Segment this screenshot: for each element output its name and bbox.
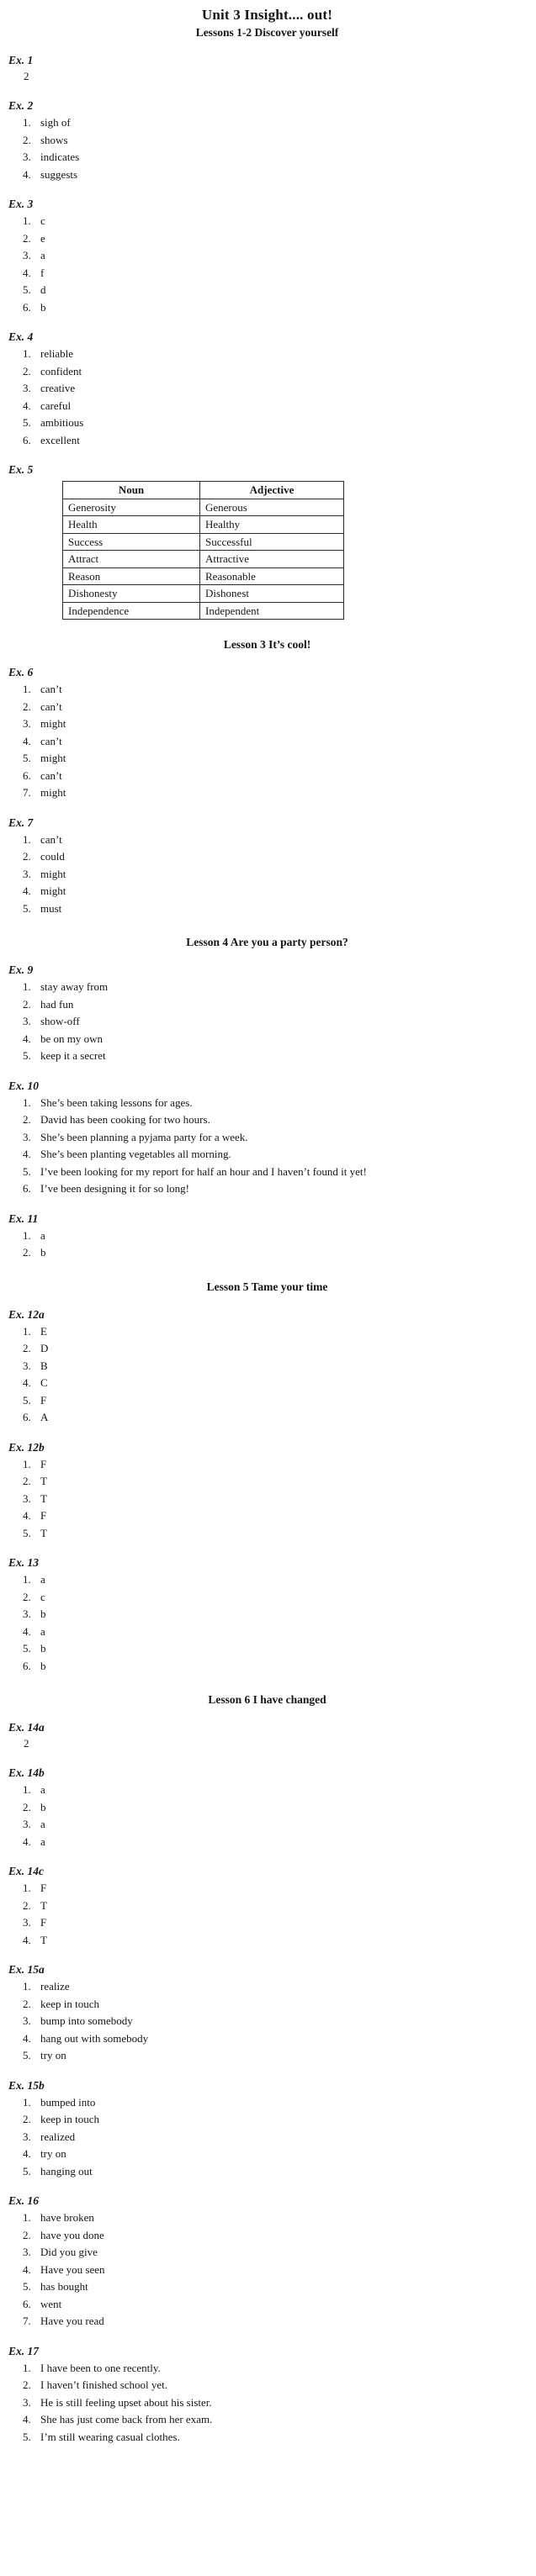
answer-item: 3. He is still feeling upset about his sister. [34,2394,526,2412]
answer-item: 2. David has been cooking for two hours. [34,1111,526,1129]
answer-item: 1. I have been to one recently. [34,2360,526,2378]
answer-item: 4. suggests [34,166,526,184]
exercise-label: Ex. 3 [8,198,34,210]
answer-item: 5. b [34,1640,526,1658]
exercise-label: Ex. 13 [8,1556,40,1569]
answer-item: 6. I’ve been designing it for so long! [34,1180,526,1198]
exercise-block [8,2193,526,2331]
answer-item: 3. show-off [34,1013,526,1031]
answer-item: 2. D [34,1340,526,1358]
answer-item: 6. went [34,2296,526,2314]
exercise-label: Ex. 9 [8,963,34,976]
answer-item: 3. B [34,1358,526,1375]
table-cell: Dishonest [200,585,344,603]
answer-plain: 2 [24,70,29,82]
exercise-label: Ex. 7 [8,816,34,829]
answer-item: 4. She’s been planting vegetables all morning. [34,1146,526,1164]
answer-item: 5. ambitious [34,414,526,432]
exercise-block [8,1719,526,1752]
table-row [63,602,344,620]
answer-item: 5. keep it a secret [34,1048,526,1065]
answer-list [8,1456,526,1543]
answer-item: 4. She has just come back from her exam. [34,2411,526,2429]
answer-list [8,1782,526,1850]
answer-item: 2. had fun [34,996,526,1014]
page-subtitle: Lessons 1-2 Discover yourself [195,26,339,39]
answer-item: 6. excellent [34,432,526,450]
lesson-heading: Lesson 6 I have changed [208,1693,326,1706]
answer-item: 1. bumped into [34,2094,526,2112]
table-cell: Attractive [200,551,344,568]
exercise-label: Ex. 14a [8,1721,45,1734]
answer-item: 2. b [34,1799,526,1817]
answer-item: 2. could [34,848,526,866]
answer-item: 5. d [34,282,526,299]
answer-list [8,1880,526,1949]
exercise-label: Ex. 15a [8,1963,45,1976]
answer-item: 7. Have you read [34,2313,526,2331]
table-row [63,516,344,534]
answer-item: 3. T [34,1491,526,1508]
exercise-block [8,664,526,802]
answer-list [8,2360,526,2447]
table-cell: Health [63,516,200,534]
exercise-label: Ex. 15b [8,2078,45,2092]
answer-item: 2. have you done [34,2227,526,2245]
answer-plain: 2 [24,1737,29,1750]
answer-item: 6. A [34,1409,526,1427]
exercise-block [8,1211,526,1262]
answer-item: 5. try on [34,2047,526,2065]
exercise-block [8,329,526,449]
answer-item: 2. T [34,1898,526,1915]
answer-item: 1. She’s been taking lessons for ages. [34,1095,526,1112]
answer-item: 1. sigh of [34,114,526,132]
answer-item: 2. b [34,1244,526,1262]
exercise-block [8,2343,526,2447]
answer-item: 1. reliable [34,346,526,363]
exercise-label: Ex. 14c [8,1865,44,1877]
exercise-label: Ex. 10 [8,1079,40,1092]
answer-list [8,831,526,918]
answer-item: 5. I’m still wearing casual clothes. [34,2429,526,2447]
exercise-block [8,196,526,316]
page-title: Unit 3 Insight.... out! [201,7,333,23]
answer-list [8,1095,526,1198]
answer-item: 3. a [34,247,526,265]
table-cell: Reasonable [200,567,344,585]
answer-item: 2. shows [34,132,526,150]
answer-list [8,1323,526,1427]
answer-item: 5. F [34,1392,526,1410]
answer-item: 1. F [34,1880,526,1898]
exercise-block [8,1306,526,1427]
exercise-block [8,1765,526,1850]
sections-container [8,52,526,2446]
exercise-label: Ex. 2 [8,99,34,112]
table-cell: Generosity [63,499,200,516]
answer-item: 4. a [34,1834,526,1851]
answer-item: 3. b [34,1606,526,1623]
table-row [63,567,344,585]
answer-item: 4. hang out with somebody [34,2030,526,2048]
answer-item: 3. F [34,1914,526,1932]
answer-item: 7. might [34,784,526,802]
exercise-block [8,815,526,918]
exercise-block [8,98,526,183]
answer-item: 1. can’t [34,831,526,849]
answer-item: 3. bump into somebody [34,2013,526,2030]
lesson-heading: Lesson 4 Are you a party person? [186,936,348,948]
answer-list [8,681,526,802]
answer-list [8,1978,526,2065]
answer-item: 2. keep in touch [34,1996,526,2014]
exercise-block [8,962,526,1065]
exercise-block [8,462,526,620]
table-row [63,499,344,516]
answer-item: 2. c [34,1589,526,1607]
answer-item: 1. a [34,1227,526,1245]
table-row [63,551,344,568]
exercise-block [8,1078,526,1198]
answer-item: 3. a [34,1816,526,1834]
answer-item: 6. b [34,1658,526,1676]
answer-item: 1. can’t [34,681,526,699]
table-cell: Reason [63,567,200,585]
answer-item: 4. might [34,883,526,900]
answer-item: 3. realized [34,2129,526,2146]
answer-list [8,979,526,1065]
answer-item: 2. can’t [34,699,526,716]
exercise-block [8,2077,526,2181]
table-cell: Healthy [200,516,344,534]
table-cell: Successful [200,533,344,551]
answer-list [8,213,526,316]
lesson-heading: Lesson 3 It’s cool! [223,638,311,651]
answer-item: 2. I haven’t finished school yet. [34,2377,526,2394]
answer-item: 3. might [34,866,526,884]
answer-item: 5. hanging out [34,2163,526,2181]
answer-item: 3. She’s been planning a pyjama party for a week. [34,1129,526,1147]
answer-item: 1. realize [34,1978,526,1996]
answer-list [8,1571,526,1675]
table-row [63,585,344,603]
exercise-label: Ex. 17 [8,2344,40,2357]
exercise-block [8,1555,526,1675]
answer-item: 1. have broken [34,2209,526,2227]
table-row [63,533,344,551]
exercise-label: Ex. 1 [8,54,34,66]
table-cell: Success [63,533,200,551]
exercise-label: Ex. 5 [8,463,34,476]
exercise-label: Ex. 16 [8,2194,40,2207]
exercise-block [8,1439,526,1543]
lesson-heading: Lesson 5 Tame your time [206,1280,328,1293]
answer-item: 1. E [34,1323,526,1341]
exercise-label: Ex. 12b [8,1440,45,1454]
answer-item: 4. C [34,1375,526,1392]
exercise-block [8,1863,526,1949]
answer-item: 4. Have you seen [34,2262,526,2279]
answer-item: 5. T [34,1525,526,1543]
answer-item: 5. must [34,900,526,918]
answer-item: 5. might [34,750,526,768]
answer-item: 2. e [34,230,526,248]
exercise-label: Ex. 11 [8,1211,39,1225]
answer-list [8,114,526,183]
answer-item: 4. T [34,1932,526,1950]
exercise-label: Ex. 6 [8,666,34,678]
table-header: Noun [63,482,200,499]
answer-item: 5. I’ve been looking for my report for half an hour and I haven’t found it yet! [34,1164,526,1181]
answer-item: 2. keep in touch [34,2111,526,2129]
answer-item: 3. indicates [34,149,526,166]
answer-list [8,2209,526,2331]
exercise-label: Ex. 14b [8,1766,45,1779]
table-cell: Attract [63,551,200,568]
table-header: Adjective [200,482,344,499]
answer-item: 1. a [34,1782,526,1799]
answer-list [8,2094,526,2181]
answer-item: 3. might [34,715,526,733]
answer-item: 4. careful [34,398,526,415]
table-cell: Independence [63,602,200,620]
answer-item: 5. has bought [34,2278,526,2296]
table-cell: Dishonesty [63,585,200,603]
answer-item: 4. f [34,265,526,282]
exercise-label: Ex. 12a [8,1307,45,1321]
noun-adjective-table [62,481,344,620]
answer-item: 6. can’t [34,768,526,785]
answer-item: 1. F [34,1456,526,1474]
answer-item: 4. can’t [34,733,526,751]
answer-item: 1. a [34,1571,526,1589]
answer-list [8,346,526,449]
answer-list [8,1227,526,1262]
answer-item: 1. c [34,213,526,230]
answer-item: 4. F [34,1507,526,1525]
exercise-block [8,52,526,85]
answer-item: 3. Did you give [34,2244,526,2262]
exercise-block [8,1961,526,2065]
answer-item: 2. T [34,1473,526,1491]
exercise-label: Ex. 4 [8,330,34,343]
answer-item: 1. stay away from [34,979,526,996]
table-cell: Independent [200,602,344,620]
answer-item: 4. try on [34,2146,526,2163]
answer-item: 4. a [34,1623,526,1641]
answer-item: 4. be on my own [34,1031,526,1048]
answer-item: 6. b [34,299,526,317]
table-header-row [63,482,344,499]
answer-item: 3. creative [34,380,526,398]
table-cell: Generous [200,499,344,516]
answer-item: 2. confident [34,363,526,381]
